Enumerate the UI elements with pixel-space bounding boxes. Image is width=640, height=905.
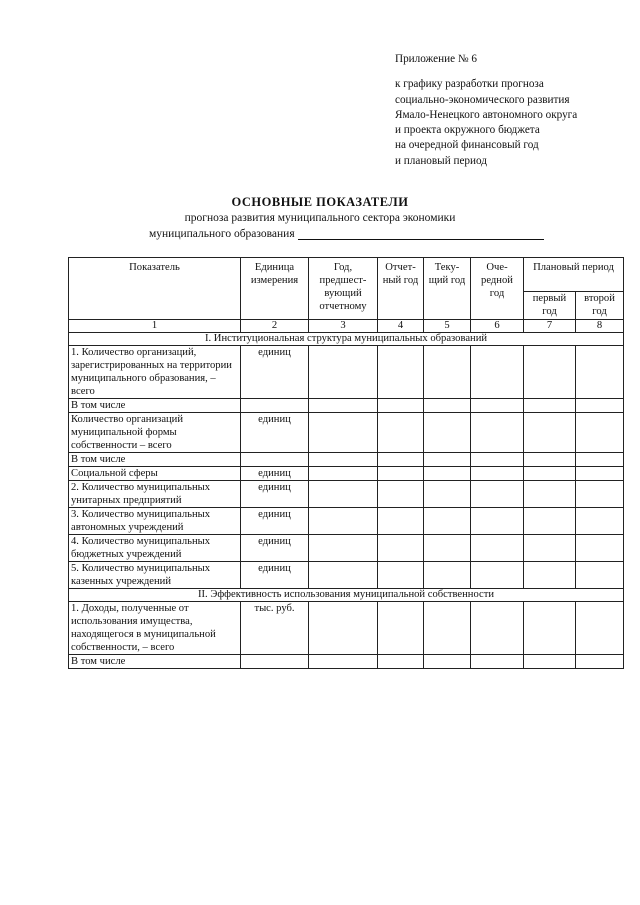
value-cell [524,602,576,655]
row-label: В том числе [69,655,241,669]
value-cell [471,481,524,508]
value-cell [471,562,524,589]
row-label: 5. Количество муниципальных казенных учреждений [69,562,241,589]
row-unit: единиц [241,467,309,481]
value-cell [378,508,424,535]
value-cell [524,508,576,535]
table-row [69,453,624,467]
value-cell [309,346,378,399]
appendix-line: на очередной финансовый год [395,139,539,152]
value-cell [378,481,424,508]
value-cell [424,346,471,399]
value-cell [378,655,424,669]
row-label: В том числе [69,453,241,467]
appendix-line: и проекта окружного бюджета [395,124,540,137]
value-cell [309,602,378,655]
column-number: 1 [69,320,241,333]
value-cell [378,399,424,413]
value-cell [309,562,378,589]
value-cell [424,399,471,413]
header-first-year: первый год [524,292,576,320]
value-cell [309,413,378,453]
value-cell [471,399,524,413]
value-cell [576,346,624,399]
value-cell [309,399,378,413]
value-cell [424,508,471,535]
row-label: 3. Количество муниципальных автономных учреждений [69,508,241,535]
value-cell [378,467,424,481]
row-unit: единиц [241,535,309,562]
value-cell [524,481,576,508]
value-cell [471,346,524,399]
row-label: 1. Количество организаций, зарегистрированных на территории муниципального образования, – всего [69,346,241,399]
municipality-label: муниципального образования [149,228,295,240]
value-cell [471,453,524,467]
column-number: 8 [576,320,624,333]
value-cell [471,655,524,669]
indicators-table [68,257,624,669]
row-unit: тыс. руб. [241,602,309,655]
table-row [69,467,624,481]
value-cell [424,413,471,453]
value-cell [576,413,624,453]
value-cell [424,453,471,467]
value-cell [524,562,576,589]
row-label: 1. Доходы, полученные от использования имущества, находящегося в муниципальной собственности, – всего [69,602,241,655]
row-unit: единиц [241,508,309,535]
value-cell [378,453,424,467]
value-cell [471,508,524,535]
value-cell [378,535,424,562]
row-label: Социальной сферы [69,467,241,481]
appendix-line: Ямало-Ненецкого автономного округа [395,108,578,121]
row-unit: единиц [241,562,309,589]
value-cell [576,481,624,508]
table-row [69,508,624,535]
table-row [69,602,624,655]
value-cell [524,535,576,562]
column-number: 2 [241,320,309,333]
table-row [69,413,624,453]
table-row [69,481,624,508]
header-indicator: Показатель [69,258,241,320]
appendix-line: к графику разработки прогноза [395,78,544,91]
municipality-line [149,227,544,240]
value-cell [471,413,524,453]
row-label: В том числе [69,399,241,413]
column-number: 7 [524,320,576,333]
value-cell [309,453,378,467]
table-row [69,535,624,562]
table-row [69,399,624,413]
header-second-year: второй год [576,292,624,320]
appendix-line: и плановый период [395,154,487,167]
value-cell [424,535,471,562]
row-unit [241,655,309,669]
value-cell [524,467,576,481]
municipality-blank-field [298,227,544,240]
appendix-block [395,52,635,169]
header-current-year: Теку-щий год [424,258,471,320]
value-cell [524,346,576,399]
value-cell [524,453,576,467]
header-unit: Единица измерения [241,258,309,320]
section-2-heading: II. Эффективность использования муниципальной собственности [69,589,624,602]
value-cell [524,655,576,669]
value-cell [576,562,624,589]
header-report-year: Отчет-ный год [378,258,424,320]
value-cell [576,508,624,535]
value-cell [309,467,378,481]
row-unit: единиц [241,346,309,399]
value-cell [309,481,378,508]
value-cell [424,562,471,589]
column-number: 6 [471,320,524,333]
header-prev-year: Год, предшест-вующий отчетному [309,258,378,320]
value-cell [471,467,524,481]
document-title: ОСНОВНЫЕ ПОКАЗАТЕЛИ [231,195,409,209]
column-number: 5 [424,320,471,333]
value-cell [471,535,524,562]
value-cell [309,535,378,562]
row-unit [241,399,309,413]
value-cell [424,602,471,655]
value-cell [576,602,624,655]
section-1-heading: I. Институциональная структура муниципальных образований [69,333,624,346]
row-label: 4. Количество муниципальных бюджетных учреждений [69,535,241,562]
appendix-line: социально-экономического развития [395,93,570,106]
value-cell [524,413,576,453]
row-label: 2. Количество муниципальных унитарных предприятий [69,481,241,508]
table-row [69,655,624,669]
value-cell [576,453,624,467]
value-cell [378,562,424,589]
header-plan-period: Плановый период [524,258,624,292]
header-next-year: Оче-редной год [471,258,524,320]
row-label: Количество организаций муниципальной формы собственности – всего [69,413,241,453]
column-number: 4 [378,320,424,333]
value-cell [576,535,624,562]
value-cell [309,508,378,535]
value-cell [471,602,524,655]
value-cell [524,399,576,413]
table-row [69,346,624,399]
value-cell [378,602,424,655]
value-cell [378,413,424,453]
appendix-number: Приложение № 6 [395,53,477,65]
row-unit [241,453,309,467]
row-unit: единиц [241,413,309,453]
value-cell [576,655,624,669]
value-cell [424,467,471,481]
table-row [69,562,624,589]
value-cell [576,467,624,481]
value-cell [424,481,471,508]
row-unit: единиц [241,481,309,508]
value-cell [424,655,471,669]
value-cell [309,655,378,669]
value-cell [378,346,424,399]
document-subtitle: прогноза развития муниципального сектора экономики [184,212,456,224]
value-cell [576,399,624,413]
column-number: 3 [309,320,378,333]
